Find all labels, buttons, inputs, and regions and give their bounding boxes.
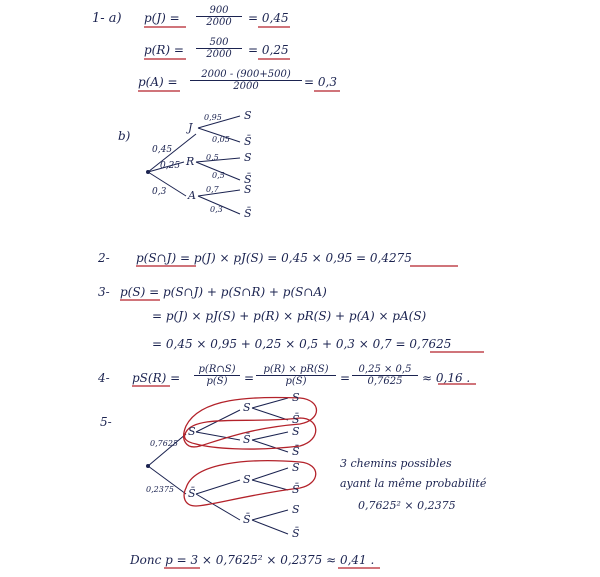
- q5-leaf-2: S̄: [292, 413, 300, 426]
- q5-level3-a: [252, 398, 288, 408]
- q4-fraction-2: [256, 365, 336, 387]
- tree-node-R: R: [186, 155, 195, 168]
- q1-b-label: b): [118, 129, 131, 143]
- tree-prob-J: 0,45: [152, 145, 173, 155]
- q1-pA-den: 2000: [190, 80, 302, 92]
- branch-line-A-S: [198, 190, 240, 196]
- q4-fraction-3: [352, 365, 418, 387]
- q1-pA-num: 2000 - (900+500): [201, 69, 291, 80]
- tree-prob-A: 0,3: [152, 187, 167, 197]
- q5-tree-root-dot: [146, 464, 150, 468]
- q5-node-S-S: S: [243, 401, 251, 414]
- q5-level3-b: [252, 408, 288, 420]
- q5-level3-f: [252, 480, 288, 490]
- tree-leaf-A-S: S: [244, 183, 252, 196]
- q4-f3-den: 0,7625: [352, 375, 418, 387]
- q5-leaf-8: S̄: [292, 527, 300, 540]
- q3-line3: = 0,45 × 0,95 + 0,25 × 0,5 + 0,3 × 0,7 = 0,7625: [152, 337, 452, 351]
- q1-pR-den: 2000: [196, 48, 242, 60]
- q5-node-nS: S̄: [188, 487, 196, 500]
- q4-eq-2: =: [340, 371, 351, 385]
- q5-level3-e: [252, 468, 288, 480]
- q5-node-nS-S: S: [243, 473, 251, 486]
- q1-pR-result: = 0,25: [248, 43, 289, 57]
- q5-leaf-7: S: [292, 503, 300, 516]
- q5-conclusion: Donc p = 3 × 0,7625² × 0,2375 ≈ 0,41 .: [130, 553, 375, 567]
- q1-pJ-lhs: p(J) =: [144, 11, 180, 25]
- q5-heading: 5-: [100, 415, 112, 429]
- tree-prob-R: 0,25: [160, 161, 181, 171]
- tree-prob-R-S: 0,5: [206, 153, 219, 162]
- q4-f1-den: p(S): [194, 375, 240, 387]
- q4-heading: 4-: [98, 371, 110, 385]
- tree-prob-A-S: 0,7: [206, 185, 219, 194]
- q5-level3-g: [252, 510, 288, 520]
- q5-level2-nS-nS: [196, 494, 240, 520]
- q4-result: ≈ 0,16 .: [422, 371, 471, 385]
- tree-leaf-J-S: S: [244, 109, 252, 122]
- tree-leaf-J-nS: S̄: [244, 135, 252, 148]
- tree-node-J: J: [188, 121, 193, 134]
- q1-pA-lhs: p(A) =: [138, 75, 178, 89]
- q5-level3-h: [252, 520, 288, 534]
- q5-prob-S: 0,7625: [150, 439, 178, 448]
- tree-prob-R-nS: 0,5: [212, 171, 225, 180]
- q1-pJ-den: 2000: [196, 16, 242, 28]
- q5-node-S-nS: S̄: [243, 433, 251, 446]
- tree-node-A: A: [188, 189, 196, 202]
- q4-fraction-1: [194, 365, 240, 387]
- q5-node-S: S: [188, 425, 196, 438]
- tree-prob-A-nS: 0,3: [210, 205, 223, 214]
- q5-level3-d: [252, 440, 288, 452]
- q1-pA-result: = 0,3: [304, 75, 337, 89]
- q1-pJ-result: = 0,45: [248, 11, 289, 25]
- q4-f2-num: p(R) × pR(S): [263, 364, 329, 375]
- q4-f2-den: p(S): [256, 375, 336, 387]
- q5-level3-c: [252, 432, 288, 440]
- q5-note-2: ayant la même probabilité: [340, 477, 487, 490]
- q3-heading: 3-: [98, 285, 110, 299]
- q4-f3-num: 0,25 × 0,5: [358, 364, 412, 375]
- q5-leaf-4: S̄: [292, 445, 300, 458]
- tree-leaf-A-nS: S̄: [244, 207, 252, 220]
- q5-node-nS-nS: S̄: [243, 513, 251, 526]
- q4-lhs: pS(R) =: [132, 371, 181, 385]
- tree-leaf-R-nS: S̄: [244, 173, 252, 186]
- q3-line1: p(S) = p(S∩J) + p(S∩R) + p(S∩A): [120, 285, 327, 299]
- q3-line2: = p(J) × pJ(S) + p(R) × pR(S) + p(A) × pA(S): [152, 309, 427, 323]
- q4-eq-1: =: [244, 371, 255, 385]
- q5-note-3: 0,7625² × 0,2375: [358, 499, 456, 512]
- q1-heading: 1- a): [92, 11, 122, 26]
- q5-leaf-6: S̄: [292, 483, 300, 496]
- tree-prob-J-S: 0,95: [204, 113, 222, 122]
- tree-leaf-R-S: S: [244, 151, 252, 164]
- q5-note-1: 3 chemins possibles: [340, 457, 452, 470]
- q1-pR-num: 500: [209, 37, 229, 48]
- q1-pJ-num: 900: [209, 5, 229, 16]
- q1-pR-lhs: p(R) =: [144, 43, 184, 57]
- tree-root-dot: [146, 170, 150, 174]
- q5-leaf-1: S: [292, 391, 300, 404]
- q2-line: p(S∩J) = p(J) × pJ(S) = 0,45 × 0,95 = 0,4275: [136, 251, 412, 265]
- q4-f1-num: p(R∩S): [198, 364, 236, 375]
- q5-leaf-5: S: [292, 461, 300, 474]
- q5-level2-nS-S: [196, 480, 240, 494]
- q5-prob-nS: 0,2375: [146, 485, 174, 494]
- q5-leaf-3: S: [292, 425, 300, 438]
- tree-prob-J-nS: 0,05: [212, 135, 230, 144]
- q2-heading: 2-: [98, 251, 110, 265]
